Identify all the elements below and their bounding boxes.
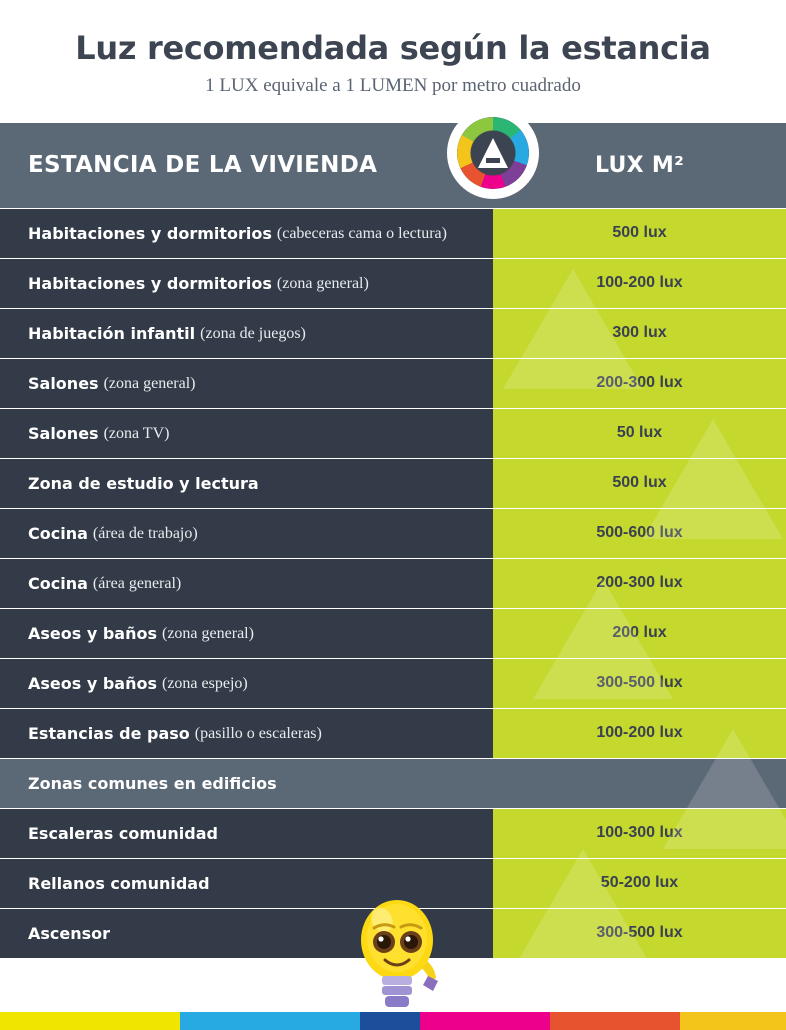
lux-value-cell: 500 lux <box>493 459 786 509</box>
section-label: Zonas comunes en edificios <box>0 759 786 809</box>
lux-value-cell: 100-200 lux <box>493 259 786 309</box>
table-row <box>0 309 786 359</box>
room-name-detail: (área general) <box>92 574 182 592</box>
table-header-row <box>0 123 786 209</box>
column-header-room: ESTANCIA DE LA VIVIENDA <box>0 123 493 209</box>
lux-value-cell: 300 lux <box>493 309 786 359</box>
room-name-detail: (zona TV) <box>103 424 170 442</box>
lux-value-cell: 50 lux <box>493 409 786 459</box>
footer-bar-segment <box>180 1012 360 1030</box>
room-name-main: Salones <box>28 423 99 443</box>
section-row-common-areas <box>0 759 786 809</box>
room-name-main: Aseos y baños <box>28 673 157 693</box>
footer-bar-segment <box>360 1012 420 1030</box>
table-row <box>0 459 786 509</box>
footer-bar-segment <box>0 1012 180 1030</box>
footer-bar-segment <box>550 1012 680 1030</box>
room-name-main: Cocina <box>28 573 88 593</box>
table-row <box>0 359 786 409</box>
room-name-cell <box>0 509 493 559</box>
room-name-cell <box>0 359 493 409</box>
table-row <box>0 659 786 709</box>
lux-table <box>0 123 786 959</box>
room-name-cell <box>0 609 493 659</box>
room-name-detail: (zona de juegos) <box>200 324 306 342</box>
room-name-cell <box>0 809 493 859</box>
room-name-detail: (zona general) <box>162 624 254 642</box>
lux-value-cell: 200 lux <box>493 609 786 659</box>
footer-bar-segment <box>420 1012 550 1030</box>
lux-value-cell: 500 lux <box>493 209 786 259</box>
room-name-main: Habitaciones y dormitorios <box>28 273 272 293</box>
table-row <box>0 709 786 759</box>
page-subtitle: 1 LUX equivale a 1 LUMEN por metro cuadrado <box>205 74 581 96</box>
header <box>0 0 786 97</box>
room-name-detail: (zona general) <box>276 274 369 292</box>
lux-value-cell: 100-200 lux <box>493 709 786 759</box>
page-title: Luz recomendada según la estancia <box>75 29 711 67</box>
triangle-logo-icon <box>451 111 535 195</box>
room-name-cell <box>0 709 493 759</box>
room-name-cell <box>0 659 493 709</box>
lux-value-cell: 100-300 lux <box>493 809 786 859</box>
room-name-cell <box>0 459 493 509</box>
room-name-cell <box>0 559 493 609</box>
room-name-detail: (cabeceras cama o lectura) <box>276 224 447 242</box>
room-name-main: Salones <box>28 373 99 393</box>
table-row <box>0 259 786 309</box>
room-name-detail: (área de trabajo) <box>92 524 198 542</box>
room-name-main: Escaleras comunidad <box>28 823 218 843</box>
room-name-cell <box>0 309 493 359</box>
table-row <box>0 209 786 259</box>
table-row <box>0 809 786 859</box>
footer-bar-segment <box>680 1012 786 1030</box>
room-name-main: Habitaciones y dormitorios <box>28 223 272 243</box>
room-name-main: Aseos y baños <box>28 623 157 643</box>
room-name-cell <box>0 209 493 259</box>
lux-value-cell: 200-300 lux <box>493 359 786 409</box>
table-row <box>0 559 786 609</box>
table-row <box>0 409 786 459</box>
room-name-main: Rellanos comunidad <box>28 873 210 893</box>
room-name-main: Habitación infantil <box>28 323 196 343</box>
room-name-detail: (zona espejo) <box>162 674 248 692</box>
room-name-detail: (zona general) <box>103 374 196 392</box>
light-bulb-character-icon <box>352 890 448 1012</box>
column-header-lux: LUX M² <box>493 123 786 209</box>
table-row <box>0 609 786 659</box>
room-name-main: Cocina <box>28 523 88 543</box>
room-name-cell <box>0 409 493 459</box>
lux-value-cell: 500-600 lux <box>493 509 786 559</box>
lux-value-cell: 50-200 lux <box>493 859 786 909</box>
footer-color-bar <box>0 1012 786 1030</box>
room-name-main: Estancias de paso <box>28 723 190 743</box>
lux-value-cell: 300-500 lux <box>493 909 786 959</box>
room-name-main: Zona de estudio y lectura <box>28 473 259 493</box>
table-row <box>0 509 786 559</box>
lux-value-cell: 300-500 lux <box>493 659 786 709</box>
room-name-main: Ascensor <box>28 923 111 943</box>
room-name-cell <box>0 259 493 309</box>
room-name-detail: (pasillo o escaleras) <box>194 724 322 742</box>
lux-value-cell: 200-300 lux <box>493 559 786 609</box>
table-body-rooms <box>0 209 786 759</box>
